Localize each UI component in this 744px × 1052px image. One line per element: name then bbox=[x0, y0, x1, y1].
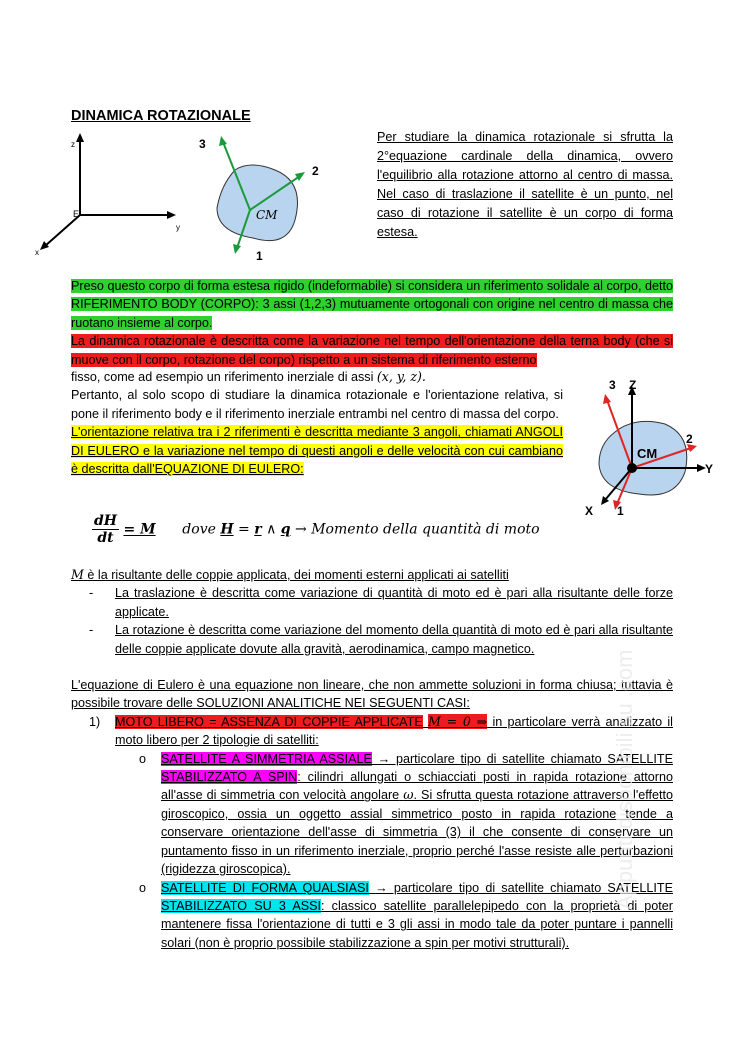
fig3-cm-label: CM bbox=[637, 446, 658, 461]
sub1-arrow-text: → particolare tipo di satellite chiamato SATELLITE bbox=[377, 751, 673, 766]
dash-list bbox=[71, 584, 673, 658]
euler-equation bbox=[92, 513, 540, 546]
list-item-text: La traslazione è descritta come variazione di quantità di moto ed è pari alla risultante delle forze applicate. bbox=[115, 586, 673, 619]
red-highlight-paragraph: La dinamica rotazionale è descritta come la variazione nel tempo dell'orientazione della terna body (che si muove con il corpo, rotazione del corpo) rispetto a un sistema di riferimento esterno bbox=[71, 334, 673, 367]
m-definition-line bbox=[71, 566, 673, 584]
numbered-item-1 bbox=[71, 713, 673, 750]
list-item-text: La rotazione è descritta come variazione del momento della quantità di moto ed è pari alla risultante delle coppie applicate dovute alla gravità, aerodinamica, campo magnetico. bbox=[115, 623, 673, 656]
fig3-z-label: Z bbox=[629, 378, 637, 392]
three-axis-highlight: STABILIZZATO SU 3 ASSI bbox=[161, 898, 322, 913]
equation-h: H bbox=[220, 521, 234, 538]
y-axis-label: y bbox=[176, 223, 180, 232]
moto-libero-highlight: MOTO LIBERO = ASSENZA DI COPPIE APPLICATE bbox=[115, 714, 423, 729]
fixed-frame-text bbox=[71, 368, 563, 478]
fig3-x-label: X bbox=[585, 504, 594, 518]
m-zero-math: M = 0 ⇒ bbox=[427, 713, 488, 729]
sub2-rest: : classico satellite parallelepipedo con la proprietà di poter mantenere fissa l'orientazione di tutti e 3 gli assi in modo tale da poter puntare i pannelli solari (non è proprio possibile stabilizzazione a spin per motivi strutturali). bbox=[161, 898, 673, 950]
watermark: Appunti disponibili su .com bbox=[612, 649, 637, 910]
fraction-denominator: dt bbox=[97, 530, 114, 546]
body-axes-figure bbox=[195, 130, 330, 265]
equation-r: r bbox=[254, 521, 262, 538]
any-shape-highlight: SATELLITE DI FORMA QUALSIASI bbox=[161, 880, 369, 895]
sub1-text: : cilindri allungati o schiacciati posti in rapida rotazione attorno all'asse di simmetria con velocità angolare bbox=[161, 770, 673, 803]
equation-equals: = bbox=[238, 521, 250, 538]
list-item: - La traslazione è descritta come variazione di quantità di moto ed è pari alla risultante delle forze applicate. bbox=[89, 586, 673, 619]
axial-symmetry-highlight: SATELLITE A SIMMETRIA ASSIALE bbox=[161, 751, 372, 766]
fraction-numerator: dH bbox=[94, 513, 118, 529]
equation-description: → Momento della quantità di moto bbox=[295, 521, 540, 538]
green-highlight-paragraph: Preso questo corpo di forma estesa rigido (indeformabile) si considera un riferimento solidale al corpo, detto RIFERIMENTO BODY (CORPO): 3 assi (1,2,3) mutuamente ortogonali con origine nel centro di massa che ruotano insieme al corpo. bbox=[71, 279, 673, 330]
list-item: - La rotazione è descritta come variazione del momento della quantità di moto ed è pari alla risultante delle coppie applicate dovute alla gravità, aerodinamica, campo magnetico. bbox=[89, 623, 673, 656]
bullet-mark: o bbox=[139, 880, 147, 895]
fig3-axis-2-label: 2 bbox=[686, 432, 693, 446]
eulero-paragraph: L'equazione di Eulero è una equazione non lineare, che non ammette soluzioni in forma chiusa; tuttavia è possibile trovare delle SOLUZIONI ANALITICHE NEI SEGUENTI CASI: bbox=[71, 678, 673, 711]
pertanto-paragraph: Pertanto, al solo scopo di studiare la dinamica rotazionale e l'orientazione relativa, si pone il riferimento body e il riferimento inerziale entrambi nel centro di massa del corpo. bbox=[71, 388, 563, 421]
item-number: 1) bbox=[89, 714, 101, 729]
intro-paragraph: Per studiare la dinamica rotazionale si sfrutta la 2°equazione cardinale della dinamica, ovvero l'equilibrio alla rotazione attorno al centro di massa. Nel caso di traslazione il satellite è un punto, nel caso di rotazione il satellite è un corpo di forma estesa. bbox=[377, 130, 673, 239]
body-text bbox=[71, 277, 673, 369]
yellow-highlight-paragraph: L'orientazione relativa tra i 2 riferimenti è descritta mediante 3 angoli, chiamati ANGOLI DI EULERO e la variazione nel tempo di questi angoli e delle velocità con cui cambiano è descritta dall'EQUAZIONE DI EULERO: bbox=[71, 425, 563, 477]
z-axis-label: z bbox=[71, 140, 75, 149]
sub-item-any-shape bbox=[71, 879, 673, 953]
m-definition-text: è la risultante delle coppie applicata, dei momenti esterni applicati ai satelliti bbox=[87, 568, 509, 582]
fig3-y-label: Y bbox=[705, 462, 714, 476]
axis-2-label: 2 bbox=[312, 164, 319, 178]
spin-highlight: STABILIZZATO A SPIN bbox=[161, 770, 298, 785]
fig3-axis-3-label: 3 bbox=[609, 378, 616, 392]
x-axis-label: x bbox=[35, 248, 39, 257]
lower-text bbox=[71, 566, 673, 952]
axis-1-label: 1 bbox=[256, 249, 263, 263]
equation-wedge: ∧ bbox=[266, 521, 277, 538]
bullet-mark: o bbox=[139, 751, 147, 766]
equation-dove: dove bbox=[182, 521, 216, 538]
xyz-math: (x, y, z). bbox=[376, 369, 426, 384]
m-symbol: M bbox=[71, 567, 84, 582]
inertial-axes-figure bbox=[30, 128, 190, 258]
origin-label: E bbox=[73, 209, 80, 219]
sub-item-axial bbox=[71, 750, 673, 879]
sub2-arrow-text: → particolare tipo di satellite chiamato SATELLITE bbox=[375, 880, 673, 895]
dh-dt-fraction bbox=[92, 513, 119, 546]
fig3-axis-1-label: 1 bbox=[617, 504, 624, 518]
equation-q: q bbox=[280, 521, 291, 538]
item-1-rest: in particolare verrà analizzato il moto libero per 2 tipologie di satelliti: bbox=[115, 714, 673, 748]
euler-angles-figure bbox=[575, 372, 715, 520]
equation-rhs: = M bbox=[123, 521, 156, 538]
sub1-rest: . Si sfrutta questa rotazione attraverso l'effetto giroscopico, ossia un oggetto assial simmetrico posto in rapida rotazione tende a conservare orientazione dell'asse di simmetria (3) il che consente di conservare un puntamento fisso in un riferimento inerziale, proprio perché l'asse resiste alle perturbazioni (rigidezza giroscopica). bbox=[161, 788, 674, 877]
fixed-frame-line: fisso, come ad esempio un riferimento inerziale di assi bbox=[71, 370, 374, 384]
cm-label: CM bbox=[256, 208, 278, 222]
axis-3-label: 3 bbox=[199, 137, 206, 151]
omega-symbol: ω bbox=[403, 787, 414, 803]
page-title: DINAMICA ROTAZIONALE bbox=[71, 108, 251, 124]
